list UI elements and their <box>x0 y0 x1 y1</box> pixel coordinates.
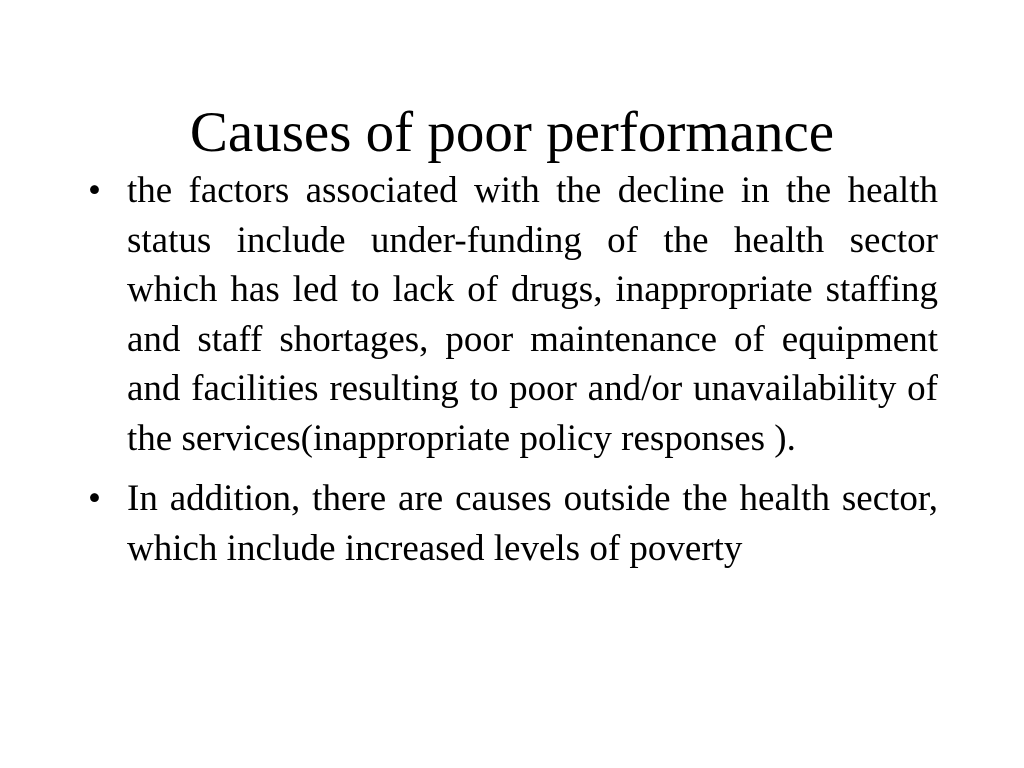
bullet-item-causes-outside-health-sector <box>88 474 938 573</box>
bullet-list <box>88 166 938 584</box>
slide-title: Causes of poor performance <box>189 101 835 164</box>
bullet-text: In addition, there are causes outside the health sector, which include increased levels of poverty <box>127 478 938 569</box>
bullet-marker: • <box>88 478 101 519</box>
bullet-marker: • <box>88 170 101 211</box>
bullet-item-causes-within-health-sector <box>88 166 938 463</box>
bullet-text: the factors associated with the decline in the health status include under-funding of the health sector which has led to lack of drugs, inappropriate staffing and staff shortages, poor maintenance of equipment and facilities resulting to poor and/or unavailability of the services(inappropriate policy responses ). <box>127 170 938 459</box>
